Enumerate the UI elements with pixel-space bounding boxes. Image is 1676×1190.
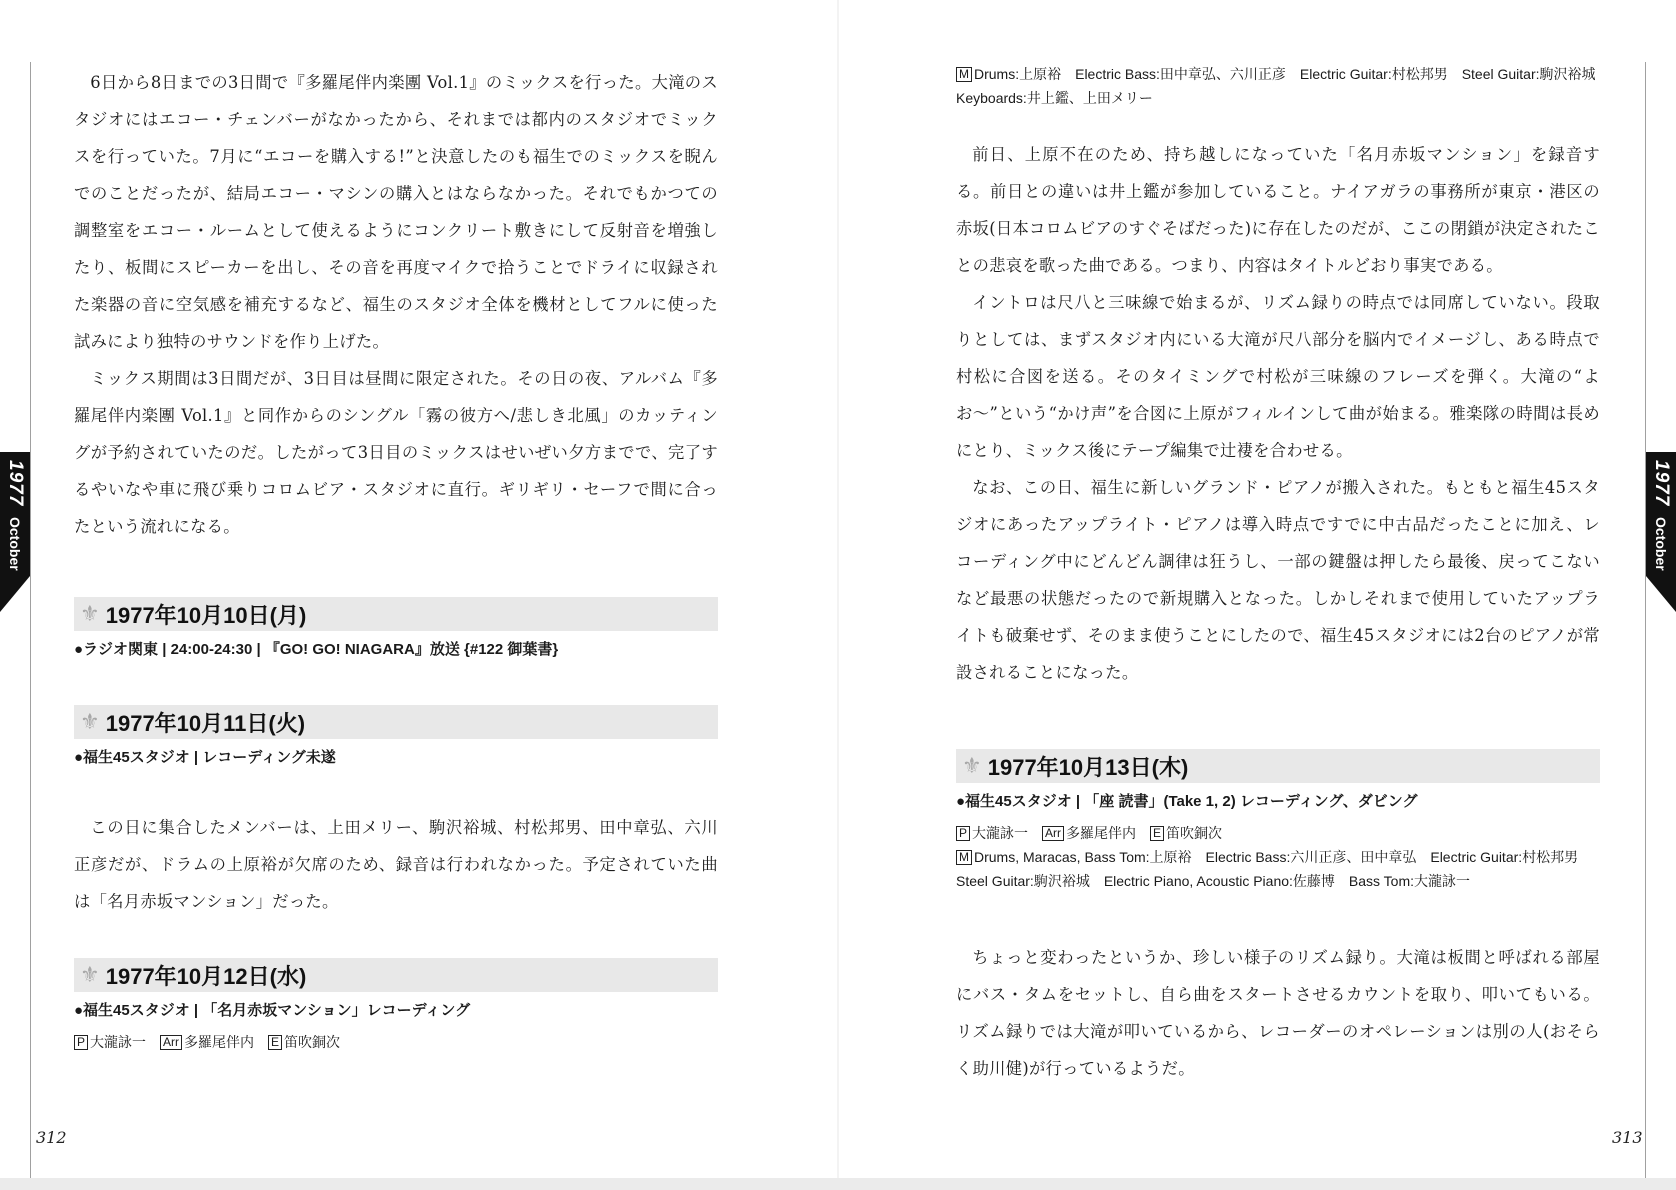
date-heading: [74, 705, 718, 739]
side-tab-month: October: [7, 516, 23, 571]
page-number-right: 313: [1612, 1128, 1643, 1147]
date-heading: [956, 749, 1600, 783]
paragraph: 前日、上原不在のため、持ち越しになっていた「名月赤坂マンション」を録音する。前日との違いは井上鑑が参加していること。ナイアガラの事務所が東京・港区の赤坂(日本コロムビアのすぐそばだった)に存在したのだが、ここの閉鎖が決定されたことの悲哀を歌った曲である。つまり、内容はタイトルどおり事実である。: [956, 145, 1600, 275]
side-tab-left: [0, 452, 30, 576]
left-margin-rule: [30, 62, 31, 1182]
arranger-label-box: Arr: [160, 1035, 182, 1050]
side-tab-year: 1977: [1651, 460, 1672, 507]
engineer-name: 笛吹銅次: [284, 1034, 341, 1050]
musicians-label-box: M: [956, 67, 972, 82]
side-tab-right: [1646, 452, 1676, 576]
date-heading: [74, 597, 718, 631]
musician-credits: [956, 845, 1600, 893]
date-heading: [74, 958, 718, 992]
arranger-label-box: Arr: [1042, 826, 1064, 841]
bottom-band: [0, 1178, 1676, 1190]
left-page: [74, 60, 718, 1054]
engineer-label-box: E: [1150, 826, 1164, 841]
side-tab-label: [2, 460, 28, 570]
right-page: [956, 60, 1610, 1087]
musicians-label-box: M: [956, 850, 972, 865]
paragraph: なお、この日、福生に新しいグランド・ピアノが搬入された。もともと福生45スタジオにあったアップライト・ピアノは導入時点ですでに中古品だったことに加え、レコーディング中にどんどん調律は狂うし、一部の鍵盤は押したら最後、戻ってこないなど最悪の状態だったので新規購入となった。しかしそれまで使用していたアップライトも破棄せず、そのまま使うことにしたので、福生45スタジオには2台のピアノが常設されることになった。: [956, 478, 1600, 682]
event-detail: ●福生45スタジオ | レコーディング未遂: [74, 749, 336, 766]
fleur-de-lis-icon: ⚜: [962, 753, 982, 778]
arranger-name: 多羅尾伴内: [1066, 825, 1137, 841]
musician-credits: [956, 62, 1610, 110]
side-tab-year: 1977: [5, 460, 26, 507]
fleur-de-lis-icon: ⚜: [80, 962, 100, 987]
producer-label-box: P: [956, 826, 970, 841]
gutter-shadow: [837, 0, 839, 1178]
date-heading-text: 1977年10月10日(月): [105, 602, 307, 628]
paragraph: この日に集合したメンバーは、上田メリー、駒沢裕城、村松邦男、田中章弘、六川正彦だが、ドラムの上原裕が欠席のため、録音は行われなかった。予定されていた曲は「名月赤坂マンション」だった。: [74, 818, 718, 911]
fleur-de-lis-icon: ⚜: [80, 601, 100, 626]
paragraph: ミックス期間は3日間だが、3日目は昼間に限定された。その日の夜、アルバム『多羅尾伴内楽團 Vol.1』と同作からのシングル「霧の彼方へ/悲しき北風」のカッティングが予約されていたのだ。したがって3日目のミックスはせいぜい夕方までで、完了するやいなや車に飛び乗りコロムビア・スタジオに直行。ギリギリ・セーフで間に合ったという流れになる。: [74, 369, 718, 536]
side-tab-month: October: [1653, 516, 1669, 571]
musician-list: Drums:上原裕 Electric Bass:田中章弘、六川正彦 Electric Guitar:村松邦男 Steel Guitar:駒沢裕城 Keyboards:井上鑑、上田メリー: [956, 66, 1610, 106]
producer-name: 大瀧詠一: [972, 825, 1029, 841]
event-detail: ●ラジオ関東 | 24:00-24:30 | 『GO! GO! NIAGARA』放送 {#122 御葉書}: [74, 641, 559, 658]
staff-credits: [956, 821, 1600, 845]
right-margin-rule: [1645, 62, 1646, 1182]
arranger-name: 多羅尾伴内: [184, 1034, 255, 1050]
staff-credits: [74, 1030, 718, 1054]
musician-list: Drums, Maracas, Bass Tom:上原裕 Electric Bass:六川正彦、田中章弘 Electric Guitar:村松邦男 Steel Guitar:駒沢裕城 Electric Piano, Acoustic Piano:佐藤博 Bass Tom:大瀧詠一: [956, 849, 1593, 889]
producer-name: 大瀧詠一: [90, 1034, 147, 1050]
paragraph: ちょっと変わったというか、珍しい様子のリズム録り。大滝は板間と呼ばれる部屋にバス・タムをセットし、自ら曲をスタートさせるカウントを取り、叩いてもいる。リズム録りでは大滝が叩いているから、レコーダーのオペレーションは別の人(おそらく助川健)が行っているようだ。: [956, 948, 1600, 1078]
event-detail: ●福生45スタジオ | 「座 読書」(Take 1, 2) レコーディング、ダビング: [956, 793, 1418, 810]
producer-label-box: P: [74, 1035, 88, 1050]
paragraph: 6日から8日までの3日間で『多羅尾伴内楽團 Vol.1』のミックスを行った。大滝のスタジオにはエコー・チェンバーがなかったから、それまでは都内のスタジオでミックスを行っていた。7月に“エコーを購入する!”と決意したのも福生でのミックスを睨んでのことだったが、結局エコー・マシンの購入とはならなかった。それでもかつての調整室をエコー・ルームとして使えるようにコンクリート敷きにして反射音を増強したり、板間にスピーカーを出し、その音を再度マイクで拾うことでドライに収録された楽器の音に空気感を補充するなど、福生のスタジオ全体を機材としてフルに使った試みにより独特のサウンドを作り上げた。: [74, 73, 718, 351]
event-detail: ●福生45スタジオ | 「名月赤坂マンション」レコーディング: [74, 1002, 471, 1019]
date-heading-text: 1977年10月13日(木): [987, 754, 1189, 780]
engineer-label-box: E: [268, 1035, 282, 1050]
paragraph: イントロは尺八と三味線で始まるが、リズム録りの時点では同席していない。段取りとしては、まずスタジオ内にいる大滝が尺八部分を脳内でイメージし、ある時点で村松に合図を送る。そのタイミングで村松が三味線のフレーズを弾く。大滝の“よお〜”という“かけ声”を合図に上原がフィルインして曲が始まる。雅楽隊の時間は長めにとり、ミックス後にテープ編集で辻褄を合わせる。: [956, 293, 1600, 460]
date-heading-text: 1977年10月12日(水): [105, 963, 307, 989]
page-number-left: 312: [36, 1128, 67, 1147]
fleur-de-lis-icon: ⚜: [80, 709, 100, 734]
side-tab-label: [1648, 460, 1674, 570]
engineer-name: 笛吹銅次: [1166, 825, 1223, 841]
date-heading-text: 1977年10月11日(火): [105, 710, 306, 736]
